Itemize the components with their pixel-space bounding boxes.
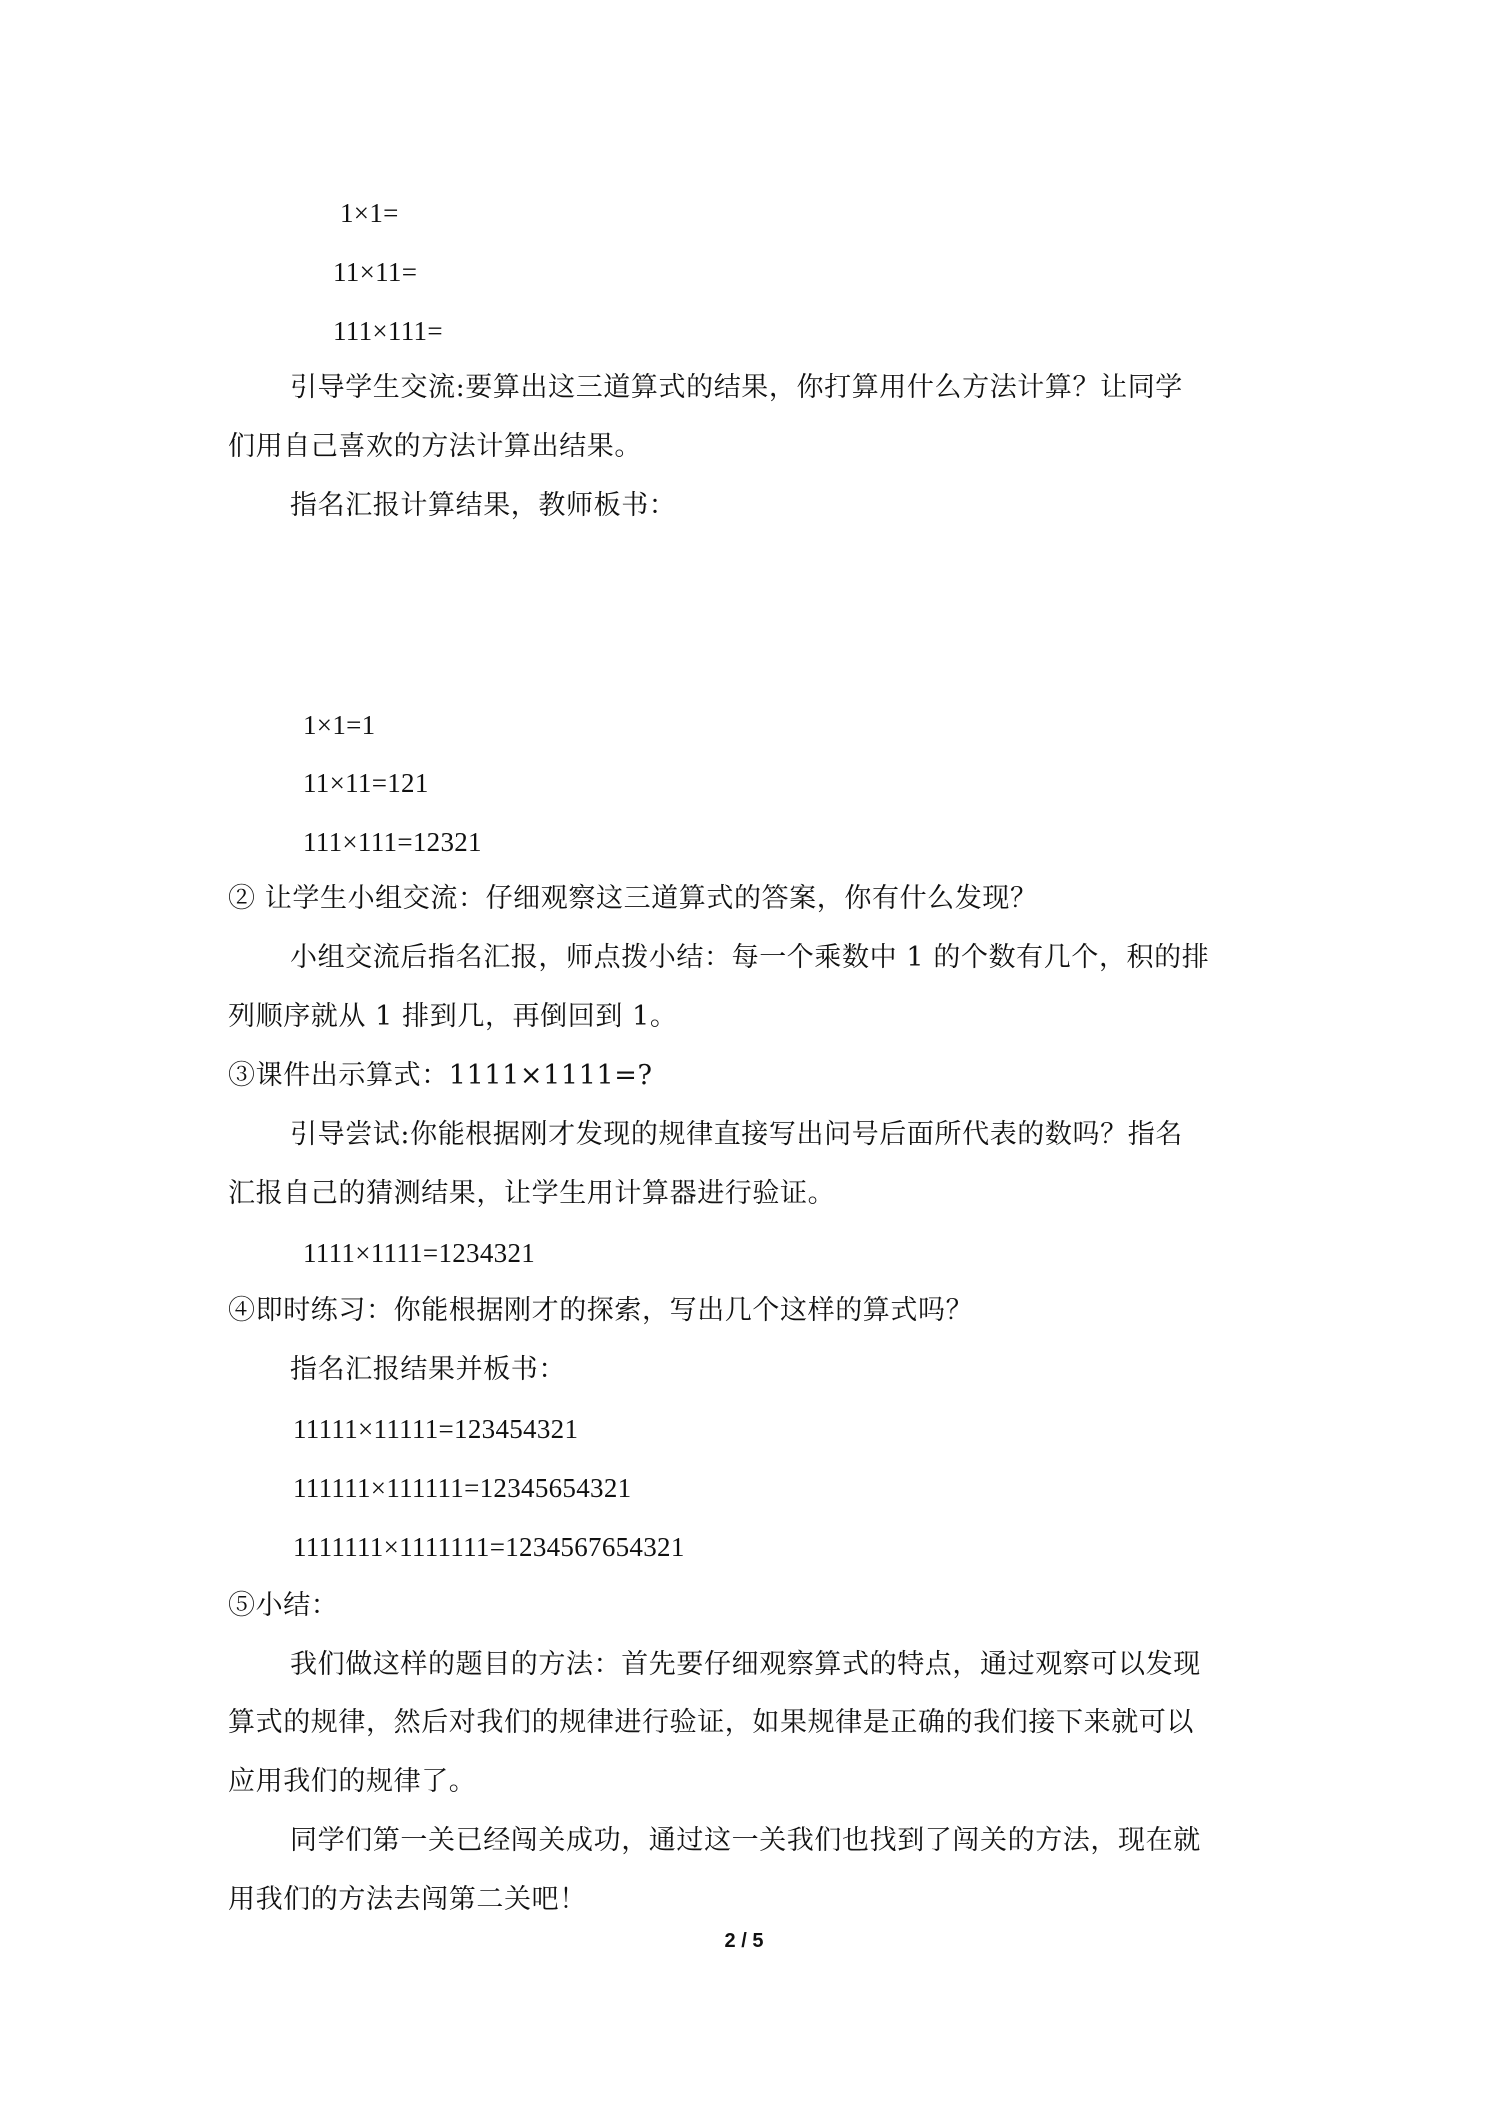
result-111111: 111111×111111=12345654321: [293, 1473, 632, 1503]
result-1x1: 1×1=1: [303, 710, 376, 740]
step-5-heading: ⑤小结：: [228, 1590, 339, 1621]
page-number: 2 / 5: [724, 1930, 764, 1952]
paragraph-line: 列顺序就从 1 排到几，再倒回到 1。: [228, 1001, 678, 1032]
paragraph-line: 引导尝试:你能根据刚才发现的规律直接写出问号后面所代表的数吗？指名: [290, 1119, 1183, 1150]
paragraph-line: 们用自己喜欢的方法计算出结果。: [228, 431, 642, 462]
paragraph-line: 引导学生交流:要算出这三道算式的结果，你打算用什么方法计算？让同学: [290, 372, 1183, 403]
paragraph-line: 指名汇报计算结果，教师板书：: [290, 490, 677, 521]
step-2-heading: ② 让学生小组交流：仔细观察这三道算式的答案，你有什么发现？: [228, 883, 1038, 914]
paragraph-line: 算式的规律，然后对我们的规律进行验证，如果规律是正确的我们接下来就可以: [228, 1707, 1194, 1738]
result-11111: 11111×11111=123454321: [293, 1414, 579, 1444]
paragraph-line: 指名汇报结果并板书：: [290, 1354, 566, 1385]
result-11x11: 11×11=121: [303, 768, 429, 798]
paragraph-line: 应用我们的规律了。: [228, 1766, 477, 1797]
paragraph-line: 用我们的方法去闯第二关吧！: [228, 1884, 587, 1915]
equation-1x1: 1×1=: [340, 198, 399, 228]
paragraph-line: 小组交流后指名汇报，师点拨小结：每一个乘数中 1 的个数有几个，积的排: [290, 942, 1210, 973]
result-1111111: 1111111×1111111=1234567654321: [293, 1532, 685, 1562]
step-4-heading: ④即时练习：你能根据刚才的探索，写出几个这样的算式吗？: [228, 1295, 974, 1326]
paragraph-line: 汇报自己的猜测结果，让学生用计算器进行验证。: [228, 1178, 836, 1209]
result-111x111: 111×111=12321: [303, 827, 482, 857]
equation-11x11: 11×11=: [333, 257, 418, 287]
result-1111x1111: 1111×1111=1234321: [303, 1238, 536, 1268]
paragraph-line: 我们做这样的题目的方法：首先要仔细观察算式的特点，通过观察可以发现: [290, 1649, 1201, 1680]
equation-111x111: 111×111=: [333, 316, 443, 346]
paragraph-line: 同学们第一关已经闯关成功，通过这一关我们也找到了闯关的方法，现在就: [290, 1825, 1201, 1856]
step-3-heading: ③课件出示算式：1111×1111=?: [228, 1060, 653, 1091]
